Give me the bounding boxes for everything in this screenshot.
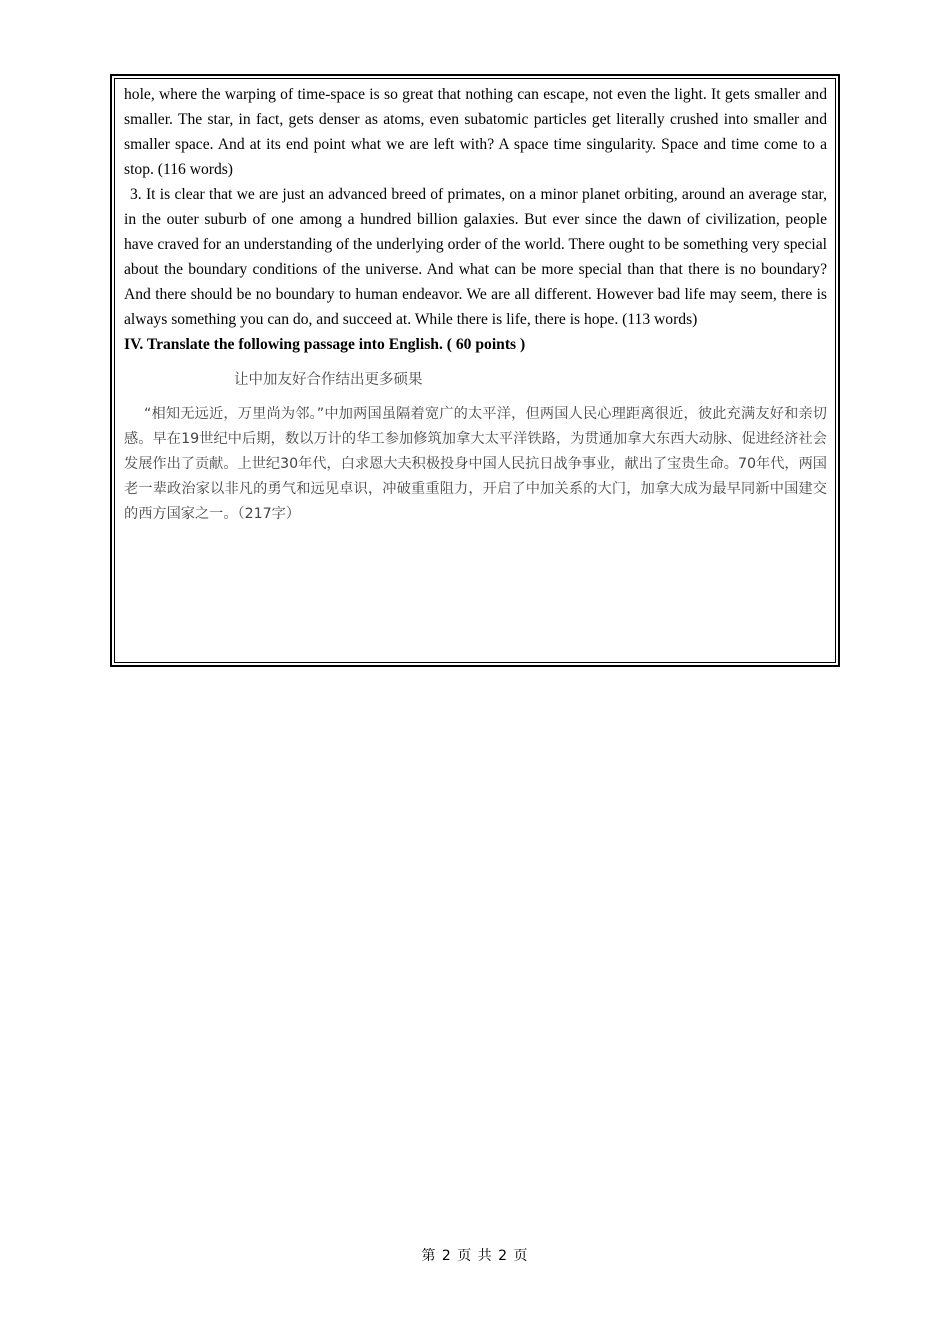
passage-continued: hole, where the warping of time-space is so great that nothing can escape, not even the light. It gets smaller and smaller. The star, in fact, gets denser as atoms, even subatomic particles get literally crushed into smaller and smaller space. And at its end point what we are left with? A space time singularity. Space and time come to a stop. (116 words) (124, 86, 827, 178)
exam-answer-box (110, 74, 840, 667)
page-footer: 第 2 页 共 2 页 (421, 1248, 529, 1264)
exam-content (124, 82, 827, 527)
passage-3: 3. It is clear that we are just an advanced breed of primates, on a minor planet orbiting, around an average star, in the outer suburb of one among a hundred billion galaxies. But ever since the dawn of civilization, people have craved for an understanding of the underlying order of the world. There ought to be something very special about the boundary conditions of the universe. And what can be more special than that there is no boundary? And there should be no boundary to human endeavor. We are all different. However bad life may seem, there is always something you can do, and succeed at. While there is life, there is hope. (113 words) (124, 186, 827, 328)
chinese-passage-title: 让中加友好合作结出更多硕果 (234, 372, 423, 388)
exam-answer-box-inner-border (114, 78, 836, 663)
chinese-passage: “相知无远近，万里尚为邻。”中加两国虽隔着宽广的太平洋，但两国人民心理距离很近，彼此充满友好和亲切感。早在19世纪中后期，数以万计的华工参加修筑加拿大太平洋铁路，为贯通加拿大东西大动脉、促进经济社会发展作出了贡献。上世纪30年代，白求恩大夫积极投身中国人民抗日战争事业，献出了宝贵生命。70年代，两国老一辈政治家以非凡的勇气和远见卓识，冲破重重阻力，开启了中加关系的大门，加拿大成为最早同新中国建交的西方国家之一。（217字） (124, 406, 827, 522)
section-iv-heading: IV. Translate the following passage into English. ( 60 points ) (124, 336, 526, 353)
